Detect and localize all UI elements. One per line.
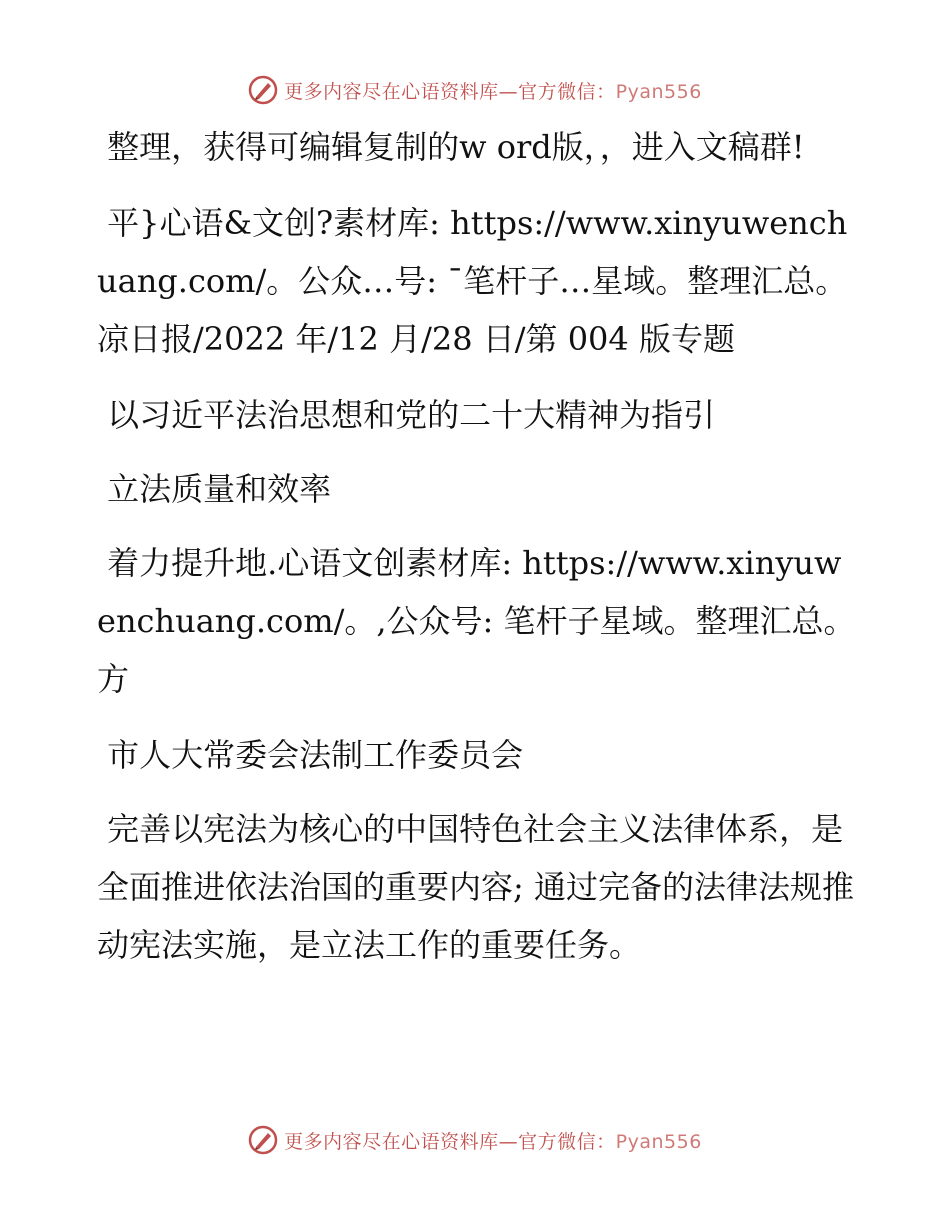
wechat-id: Pyan556 bbox=[615, 80, 702, 103]
header-banner bbox=[0, 70, 950, 110]
paragraph-intro: 整理，获得可编辑复制的w ord版，，进入文稿群! bbox=[97, 128, 805, 166]
wechat-id: Pyan556 bbox=[615, 1130, 702, 1153]
pen-logo-icon bbox=[248, 1125, 278, 1155]
paragraph-source: 平}心语&文创?素材库: https://www.xinyuwenchuang.com/。公众…号: ¯笔杆子…星域。整理汇总。凉日报/2022 年/12 月/28 日/第 004 版专题 bbox=[97, 204, 848, 358]
paragraph-headline-1: 以习近平法治思想和党的二十大精神为指引 bbox=[97, 396, 716, 434]
banner-text: 更多内容尽在心语资料库—官方微信：Pyan556 bbox=[284, 1130, 702, 1153]
document-body bbox=[97, 118, 857, 992]
footer-banner bbox=[0, 1120, 950, 1160]
paragraph-author: 市人大常委会法制工作委员会 bbox=[97, 736, 524, 774]
paragraph-headline-2: 立法质量和效率 bbox=[97, 470, 332, 508]
paragraph-headline-3: 着力提升地.心语文创素材库: https://www.xinyuwenchuang.com/。,公众号: 笔杆子星域。整理汇总。方 bbox=[97, 544, 856, 698]
pen-logo-icon bbox=[248, 75, 278, 105]
paragraph-body: 完善以宪法为核心的中国特色社会主义法律体系，是全面推进依法治国的重要内容; 通过完备的法律法规推动宪法实施，是立法工作的重要任务。 bbox=[97, 810, 854, 964]
banner-text: 更多内容尽在心语资料库—官方微信：Pyan556 bbox=[284, 80, 702, 103]
